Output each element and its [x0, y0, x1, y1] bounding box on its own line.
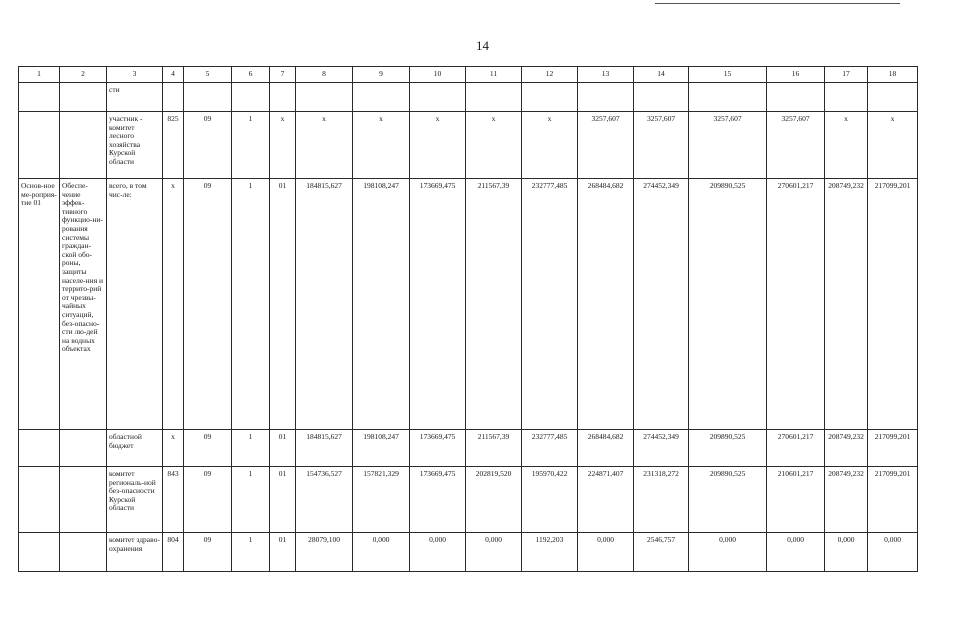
table-row	[19, 467, 918, 533]
table-cell: 202819,520	[466, 467, 522, 533]
table-cell: 217099,201	[868, 430, 918, 467]
table-cell: х	[466, 112, 522, 179]
table-cell	[19, 430, 60, 467]
table-cell: 217099,201	[868, 467, 918, 533]
table-cell: 843	[163, 467, 184, 533]
table-cell: 0,000	[410, 533, 466, 572]
table-cell: 208749,232	[825, 430, 868, 467]
table-cell: х	[825, 112, 868, 179]
table-row	[19, 430, 918, 467]
table-cell: всего, в том чис-ле:	[107, 179, 163, 430]
table-cell	[353, 83, 410, 112]
table-cell: участник - комитет лесного хозяйства Курской области	[107, 112, 163, 179]
table-cell: Основ-ное ме-роприя-тие 01	[19, 179, 60, 430]
table-cell: 211567,39	[466, 430, 522, 467]
header-cell: 2	[60, 67, 107, 83]
table-cell	[522, 83, 578, 112]
table-cell: 184815,627	[296, 430, 353, 467]
table-cell: 270601,217	[767, 430, 825, 467]
table-row	[19, 112, 918, 179]
table-cell: 210601,217	[767, 467, 825, 533]
header-cell: 13	[578, 67, 634, 83]
table-cell: Обеспе-чение эффек-тивного функцио-ни-рования системы граждан-ской обо-роны, защиты населе-ния и террито-рий от чрезвы-чайных ситуаций, без-опасно-сти лю-дей на водных объектах	[60, 179, 107, 430]
table-cell: 1	[232, 533, 270, 572]
table-cell: 09	[184, 179, 232, 430]
table-cell: 157821,329	[353, 467, 410, 533]
table-cell: х	[410, 112, 466, 179]
header-cell: 11	[466, 67, 522, 83]
table-row	[19, 83, 918, 112]
table-cell: 3257,607	[689, 112, 767, 179]
header-cell: 4	[163, 67, 184, 83]
header-cell: 16	[767, 67, 825, 83]
table-cell	[19, 533, 60, 572]
table-cell: 0,000	[689, 533, 767, 572]
table-cell	[19, 112, 60, 179]
table-cell: комитет здраво-охранения	[107, 533, 163, 572]
table-cell: 804	[163, 533, 184, 572]
table-cell: х	[353, 112, 410, 179]
top-rule	[655, 3, 900, 4]
table-cell: 274452,349	[634, 179, 689, 430]
table-row	[19, 533, 918, 572]
table-cell	[60, 83, 107, 112]
table-cell: 09	[184, 467, 232, 533]
table-cell	[60, 430, 107, 467]
table-cell: 3257,607	[578, 112, 634, 179]
table-cell: 270601,217	[767, 179, 825, 430]
table-cell: 1	[232, 112, 270, 179]
table-cell	[184, 83, 232, 112]
table-cell: 217099,201	[868, 179, 918, 430]
header-cell: 6	[232, 67, 270, 83]
table-cell: 268484,682	[578, 430, 634, 467]
table-cell: 208749,232	[825, 467, 868, 533]
table-cell	[689, 83, 767, 112]
page-number: 14	[476, 38, 489, 53]
table-cell: 154736,527	[296, 467, 353, 533]
table-cell: 01	[270, 430, 296, 467]
table-cell	[578, 83, 634, 112]
header-cell: 18	[868, 67, 918, 83]
table-cell: 09	[184, 533, 232, 572]
table-cell: 0,000	[868, 533, 918, 572]
budget-table	[18, 66, 918, 572]
table-cell	[19, 83, 60, 112]
table-cell	[296, 83, 353, 112]
table-cell	[60, 467, 107, 533]
table-cell: 232777,485	[522, 430, 578, 467]
table-cell: 209890,525	[689, 467, 767, 533]
table-cell: 173669,475	[410, 467, 466, 533]
table-cell: 208749,232	[825, 179, 868, 430]
header-cell: 5	[184, 67, 232, 83]
header-cell: 10	[410, 67, 466, 83]
table-cell	[270, 83, 296, 112]
table-cell: 01	[270, 467, 296, 533]
table-cell: 231318,272	[634, 467, 689, 533]
table-cell: х	[868, 112, 918, 179]
table-cell: 1	[232, 467, 270, 533]
header-cell: 1	[19, 67, 60, 83]
table-cell: 1192,203	[522, 533, 578, 572]
header-cell: 15	[689, 67, 767, 83]
table-cell: 3257,607	[634, 112, 689, 179]
table-cell: 0,000	[353, 533, 410, 572]
table-cell: 0,000	[466, 533, 522, 572]
header-row	[19, 67, 918, 83]
table-cell	[634, 83, 689, 112]
table-cell: 274452,349	[634, 430, 689, 467]
table-cell: 198108,247	[353, 430, 410, 467]
table-cell: 232777,485	[522, 179, 578, 430]
table-cell: 3257,607	[767, 112, 825, 179]
table-cell	[767, 83, 825, 112]
table-cell: 0,000	[578, 533, 634, 572]
table-cell: х	[163, 179, 184, 430]
table-cell: 0,000	[825, 533, 868, 572]
table-cell: сти	[107, 83, 163, 112]
table-cell: 09	[184, 430, 232, 467]
table-cell: 224871,407	[578, 467, 634, 533]
table-cell: 209890,525	[689, 179, 767, 430]
table-cell: 1	[232, 430, 270, 467]
table-row	[19, 179, 918, 430]
table-cell: 173669,475	[410, 430, 466, 467]
table-cell: комитет региональ-ной без-опасности Курской области	[107, 467, 163, 533]
table-cell: х	[522, 112, 578, 179]
table-cell: 184815,627	[296, 179, 353, 430]
table-cell: х	[163, 430, 184, 467]
table-cell: 01	[270, 179, 296, 430]
table-cell: х	[270, 112, 296, 179]
table-cell: 0,000	[767, 533, 825, 572]
table-cell: 211567,39	[466, 179, 522, 430]
header-cell: 14	[634, 67, 689, 83]
table-cell	[60, 533, 107, 572]
table-cell	[163, 83, 184, 112]
table-cell: 173669,475	[410, 179, 466, 430]
table-cell: 825	[163, 112, 184, 179]
table-cell	[825, 83, 868, 112]
header-cell: 8	[296, 67, 353, 83]
table-cell	[410, 83, 466, 112]
header-cell: 7	[270, 67, 296, 83]
table-cell: 268484,682	[578, 179, 634, 430]
table-cell: 1	[232, 179, 270, 430]
table-cell: 01	[270, 533, 296, 572]
table-cell: 198108,247	[353, 179, 410, 430]
table-cell	[60, 112, 107, 179]
table-cell	[466, 83, 522, 112]
table-cell: 09	[184, 112, 232, 179]
table-cell: 28079,100	[296, 533, 353, 572]
table-cell: 195970,422	[522, 467, 578, 533]
table-cell	[868, 83, 918, 112]
header-cell: 12	[522, 67, 578, 83]
table-cell	[232, 83, 270, 112]
header-cell: 17	[825, 67, 868, 83]
table-cell: 209890,525	[689, 430, 767, 467]
table-cell: областной бюджет	[107, 430, 163, 467]
table-cell	[19, 467, 60, 533]
header-cell: 9	[353, 67, 410, 83]
table-cell: 2546,757	[634, 533, 689, 572]
header-cell: 3	[107, 67, 163, 83]
table-cell: х	[296, 112, 353, 179]
